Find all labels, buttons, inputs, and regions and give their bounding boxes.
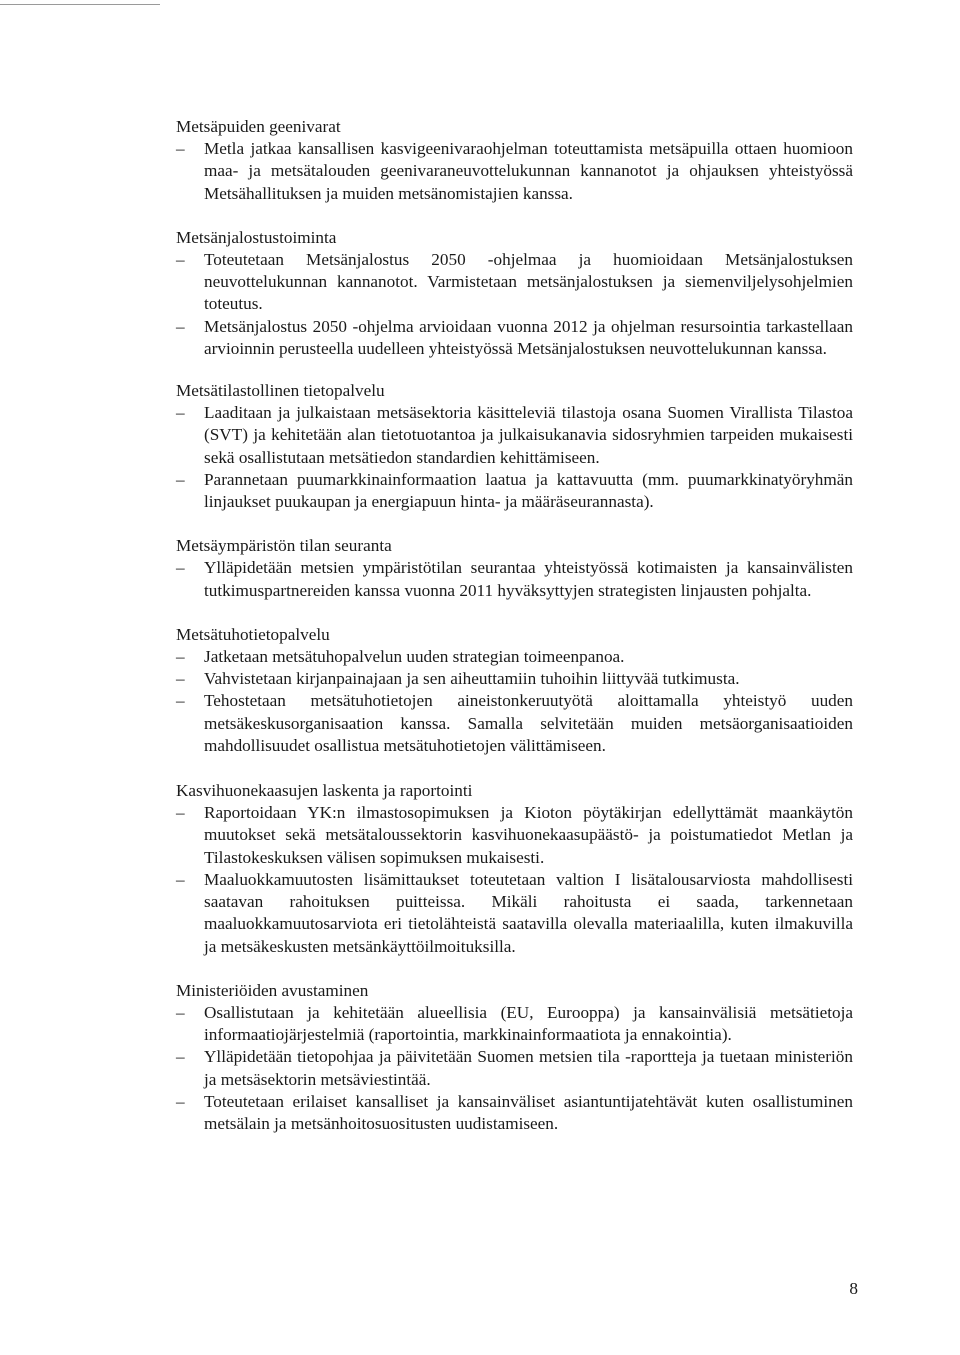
list-item: – Osallistutaan ja kehitetään alueellisia (EU, Eurooppa) ja kansainvälisiä metsätietoja informaatiojärjestelmiä (raportointia, markkinainformaatiota ja ennakointia). <box>176 1002 853 1046</box>
section-heading: Metsäympäristön tilan seuranta <box>176 536 392 556</box>
bullet-list <box>176 249 853 360</box>
bullet-list <box>176 1002 853 1135</box>
list-item: – Parannetaan puumarkkinainformaation laatua ja kattavuutta (mm. puumarkkinatyöryhmän linjaukset puukaupan ja energiapuun hinta- ja määräseurannasta). <box>176 469 853 513</box>
page-number: 8 <box>849 1279 858 1298</box>
list-item: – Maaluokkamuutosten lisämittaukset toteutetaan valtion I lisätalousarviosta mahdollisesti saatavan rahoituksen puitteissa. Mikäli rahoitusta ei saada, tarkennetaan maaluokkamuutosarviota eri tietolähteistä saatavilla olevalla materiaalilla, kuten ilmakuvilla ja metsäkeskusten metsänkäyttöilmoituksilla. <box>176 869 853 958</box>
list-item: – Vahvistetaan kirjanpainajaan ja sen aiheuttamiin tuhoihin liittyvää tutkimusta. <box>176 668 853 690</box>
section-forest-tree-gene-resources <box>176 116 853 205</box>
bullet-list <box>176 802 853 957</box>
list-item: – Toteutetaan Metsänjalostus 2050 -ohjelmaa ja huomioidaan Metsänjalostuksen neuvottelukunnan kannanotot. Varmistetaan metsänjalostuksen ja siemenviljelysohjelmien toteutus. <box>176 249 853 316</box>
section-greenhouse-gas-reporting <box>176 780 853 958</box>
list-item: – Ylläpidetään metsien ympäristötilan seurantaa yhteistyössä kotimaisten ja kansainvälisten tutkimuspartnereiden kanssa vuonna 2011 hyväksyttyjen strategisten linjausten pohjalta. <box>176 557 853 601</box>
section-heading: Metsänjalostustoiminta <box>176 227 337 247</box>
document-page <box>176 116 853 1157</box>
section-heading: Metsätuhotietopalvelu <box>176 624 330 644</box>
section-forest-breeding <box>176 227 853 360</box>
section-forest-damage-information <box>176 624 853 757</box>
section-heading: Metsäpuiden geenivarat <box>176 117 341 136</box>
list-item: – Jatketaan metsätuhopalvelun uuden strategian toimeenpanoa. <box>176 646 853 668</box>
section-forest-environment-monitoring <box>176 535 853 602</box>
list-item: – Metsänjalostus 2050 -ohjelma arvioidaan vuonna 2012 ja ohjelman resursointia tarkastellaan arvioinnin perusteella uudelleen yhteistyössä Metsänjalostuksen neuvottelukunnan kanssa. <box>176 316 853 360</box>
bullet-list <box>176 557 853 601</box>
section-ministry-assistance <box>176 980 853 1135</box>
section-heading: Ministeriöiden avustaminen <box>176 980 369 1000</box>
list-item: – Metla jatkaa kansallisen kasvigeenivaraohjelman toteuttamista metsäpuilla ottaen huomioon maa- ja metsätalouden geenivaraneuvottelukunnan kannanotot ja ohjauksen yhteistyössä Metsähallituksen ja muiden metsänomistajien kanssa. <box>176 138 853 205</box>
list-item: – Raportoidaan YK:n ilmastosopimuksen ja Kioton pöytäkirjan edellyttämät maankäytön muutokset sekä metsätaloussektorin kasvihuonekaasupäästö- ja poistumatiedot Metlan ja Tilastokeskuksen välisen sopimuksen mukaisesti. <box>176 802 853 869</box>
section-heading: Kasvihuonekaasujen laskenta ja raportointi <box>176 781 473 801</box>
section-heading: Metsätilastollinen tietopalvelu <box>176 381 385 401</box>
list-item: – Toteutetaan erilaiset kansalliset ja kansainväliset asiantuntijatehtävät kuten osallistuminen metsälain ja metsänhoitosuositusten uudistamiseen. <box>176 1091 853 1135</box>
bullet-list <box>176 402 853 513</box>
bullet-list <box>176 646 853 757</box>
section-forest-statistics <box>176 380 853 513</box>
list-item: – Laaditaan ja julkaistaan metsäsektoria käsitteleviä tilastoja osana Suomen Virallista Tilastoa (SVT) ja kehitetään alan tietotuotantoa ja julkaisukanavia sidosryhmien tarpeiden mukaisesti sekä osallistutaan metsätiedon standardien kehittämiseen. <box>176 402 853 469</box>
list-item: – Tehostetaan metsätuhotietojen aineistonkeruutyötä aloittamalla yhteistyö uuden metsäkeskusorganisaation kanssa. Samalla selvitetään muiden metsäorganisaatioiden mahdollisuudet osallistua metsätuhotietojen välittämiseen. <box>176 690 853 757</box>
bullet-list <box>176 138 853 205</box>
scan-edge-line <box>0 4 160 5</box>
list-item: – Ylläpidetään tietopohjaa ja päivitetään Suomen metsien tila -raportteja ja tuetaan ministeriön ja metsäsektorin metsäviestintää. <box>176 1046 853 1090</box>
